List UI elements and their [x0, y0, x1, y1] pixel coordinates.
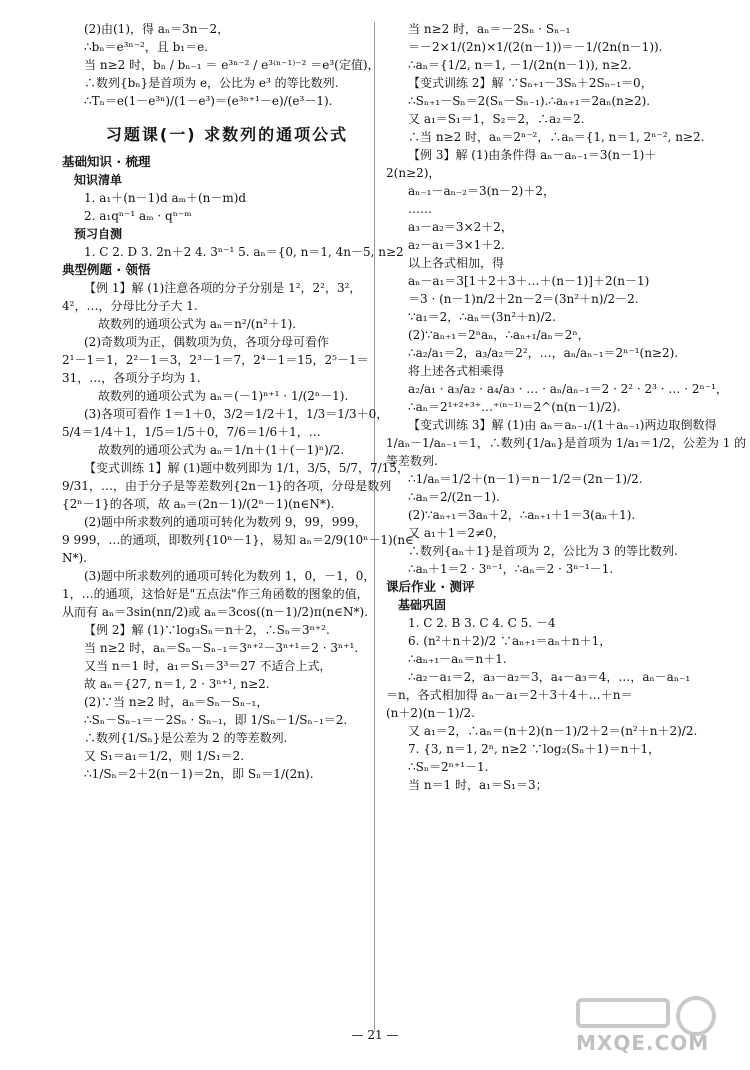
text-line: 从而有 aₙ＝3sin(nπ/2)或 aₙ＝3cos((n－1)/2)π(n∈N*). [62, 605, 369, 619]
text-line: 【变式训练 2】解 ∵Sₙ₊₁－3Sₙ＋2Sₙ₋₁＝0， [408, 76, 653, 90]
text-line: ∴数列{bₙ}是首项为 e，公比为 e³ 的等比数列. [84, 76, 339, 90]
text-line: aₙ－a₁＝3[1＋2＋3＋…＋(n－1)]＋2(n－1) [408, 274, 650, 288]
text-line: 又当 n＝1 时，a₁＝S₁＝3³＝27 不适合上式， [84, 659, 332, 673]
text-line: 又 S₁＝a₁＝1/2，则 1/S₁＝2. [84, 749, 245, 763]
subsection-heading: 知识清单 [74, 173, 123, 187]
text-line: ∴aₙ₊₁－aₙ＝n＋1. [408, 652, 507, 666]
text-line: 【例 3】解 (1)由条件得 aₙ－aₙ₋₁＝3(n－1)＋ [408, 148, 657, 162]
page-number: — 21 — [351, 1028, 399, 1042]
text-line: a₂/a₁ · a₃/a₂ · a₄/a₃ · … · aₙ/aₙ₋₁＝2 · 2² · 2³ · … · 2ⁿ⁻¹， [408, 382, 728, 396]
text-line: 31，…，各项分子均为 1. [62, 371, 201, 385]
subsection-heading: 基础巩固 [398, 598, 447, 612]
text-line: ∴bₙ＝e³ⁿ⁻²，且 b₁＝e. [84, 40, 208, 54]
text-line: a₃－a₂＝3×2＋2， [408, 220, 513, 234]
text-line: (2)∵当 n≥2 时，aₙ＝Sₙ－Sₙ₋₁， [84, 695, 269, 709]
text-line: ∴aₙ＋1＝2 · 3ⁿ⁻¹，∴aₙ＝2 · 3ⁿ⁻¹－1. [408, 562, 614, 576]
text-line: 将上述各式相乘得 [408, 364, 505, 378]
text-line: ∴aₙ＝2¹⁺²⁺³⁺…⁺⁽ⁿ⁻¹⁾＝2^(n(n－1)/2). [408, 400, 621, 414]
text-line: 1. C 2. D 3. 2n＋2 4. 3ⁿ⁻¹ 5. aₙ＝{0, n＝1, 4n－5, n≥2 [84, 245, 404, 259]
text-line: (2)奇数项为正，偶数项为负，各项分母可看作 [84, 335, 329, 349]
text-line: 1，…的通项，这恰好是"五点法"作三角函数的图象的值， [62, 587, 369, 601]
text-line: ∵a₁＝2，∴aₙ＝(3n²＋n)/2. [408, 310, 556, 324]
watermark-logo [568, 994, 728, 1060]
text-line: ∴Sₙ₊₁－Sₙ＝2(Sₙ－Sₙ₋₁).∴aₙ₊₁＝2aₙ(n≥2). [408, 94, 651, 108]
text-line: ∴Sₙ－Sₙ₋₁＝－2Sₙ · Sₙ₋₁，即 1/Sₙ－1/Sₙ₋₁＝2. [84, 713, 348, 727]
text-line: 【例 2】解 (1)∵log₃Sₙ＝n＋2，∴Sₙ＝3ⁿ⁺². [84, 623, 330, 637]
text-line: 故数列的通项公式为 aₙ＝n²/(n²＋1). [98, 317, 297, 331]
text-line: 故数列的通项公式为 aₙ＝(－1)ⁿ⁺¹ · 1/(2ⁿ－1). [98, 389, 349, 403]
text-line: 又 a₁＝2，∴aₙ＝(n＋2)(n－1)/2＋2＝(n²＋n＋2)/2. [408, 724, 698, 738]
text-line: 又 a₁＝S₁＝1，S₂＝2，∴a₂＝2. [408, 112, 585, 126]
text-line: N*). [62, 551, 87, 565]
text-line: 1. C 2. B 3. C 4. C 5. －4 [408, 616, 556, 630]
text-line: 6. (n²＋n＋2)/2 ∵aₙ₊₁＝aₙ＋n＋1， [408, 634, 612, 648]
text-line: 【变式训练 3】解 (1)由 aₙ＝aₙ₋₁/(1＋aₙ₋₁)两边取倒数得 [408, 418, 717, 432]
text-line: 2(n≥2)， [386, 166, 441, 180]
text-line: 5/4＝1/4＋1，1/5＝1/5＋0，7/6＝1/6＋1，… [62, 425, 321, 439]
text-line: 2¹－1＝1，2²－1＝3，2³－1＝7，2⁴－1＝15，2⁵－1＝ [62, 353, 369, 367]
text-line: (2)题中所求数列的通项可转化为数列 9，99，999， [84, 515, 367, 529]
text-line: ∴当 n≥2 时，aₙ＝2ⁿ⁻²，∴aₙ＝{1, n＝1, 2ⁿ⁻², n≥2. [408, 130, 705, 144]
text-line: ∴1/Sₙ＝2＋2(n－1)＝2n，即 Sₙ＝1/(2n). [84, 767, 314, 781]
text-line: 9/31，…，由于分子是等差数列{2n－1}的各项，分母是数列 [62, 479, 392, 493]
left-intro-block [62, 20, 392, 110]
text-line: 又 a₁＋1＝2≠0， [408, 526, 505, 540]
text-line: (3)题中所求数列的通项可转化为数列 1，0，－1，0， [84, 569, 376, 583]
text-line: 故数列的通项公式为 aₙ＝1/n＋(1＋(－1)ⁿ)/2. [98, 443, 345, 457]
svg-text:MXQE.COM: MXQE.COM [576, 1031, 710, 1054]
text-line: 9 999，…的通项，即数列{10ⁿ－1}，易知 aₙ＝2/9(10ⁿ－1)(n∈ [62, 533, 414, 547]
text-line: 故 aₙ＝{27, n＝1, 2 · 3ⁿ⁺¹, n≥2. [84, 677, 270, 691]
text-line: {2ⁿ－1}的各项，故 aₙ＝(2n－1)/(2ⁿ－1)(n∈N*). [62, 497, 335, 511]
text-line: 【变式训练 1】解 (1)题中数列即为 1/1，3/5，5/7，7/15， [84, 461, 409, 475]
text-line: 以上各式相加，得 [408, 256, 505, 270]
text-line: (2)由(1)，得 aₙ＝3n－2， [84, 22, 230, 36]
text-line: ∴1/aₙ＝1/2＋(n－1)＝n－1/2＝(2n－1)/2. [408, 472, 643, 486]
text-line: aₙ₋₁－aₙ₋₂＝3(n－2)＋2， [408, 184, 555, 198]
text-line: (2)∵aₙ₊₁＝2ⁿaₙ，∴aₙ₊₁/aₙ＝2ⁿ， [408, 328, 590, 342]
text-line: 7. {3, n＝1, 2ⁿ, n≥2 ∵log₂(Sₙ＋1)＝n＋1， [408, 742, 661, 756]
text-line: ∴aₙ＝2/(2n－1). [408, 490, 500, 504]
text-line: 当 n≥2 时，aₙ＝Sₙ－Sₙ₋₁＝3ⁿ⁺²－3ⁿ⁺¹＝2 · 3ⁿ⁺¹. [84, 641, 359, 655]
text-line: 4²，…，分母比分子大 1. [62, 299, 198, 313]
text-line: ＝－2×1/(2n)×1/(2(n－1))＝－1/(2n(n－1)). [408, 40, 663, 54]
section-heading: 基础知识 · 梳理 [62, 154, 151, 169]
text-line: 1. a₁＋(n－1)d aₘ＋(n－m)d [84, 191, 247, 205]
text-line: (2)∵aₙ₊₁＝3aₙ＋2，∴aₙ₊₁＋1＝3(aₙ＋1). [408, 508, 636, 522]
text-line: 2. a₁qⁿ⁻¹ aₘ · qⁿ⁻ᵐ [84, 209, 192, 223]
subsection-heading: 预习自测 [74, 227, 123, 241]
section-heading: 课后作业 · 测评 [386, 579, 475, 594]
text-line: 等差数列. [386, 454, 438, 468]
text-line: ＝3 · (n－1)n/2＋2n－2＝(3n²＋n)/2－2. [408, 292, 639, 306]
text-line: 当 n≥2 时，aₙ＝－2Sₙ · Sₙ₋₁ [408, 22, 571, 36]
text-line: (3)各项可看作 1＝1＋0，3/2＝1/2＋1，1/3＝1/3＋0， [84, 407, 389, 421]
text-line: 1/aₙ－1/aₙ₋₁＝1，∴数列{1/aₙ}是首项为 1/a₁＝1/2，公差为 1 的 [386, 436, 747, 450]
right-column [386, 20, 747, 794]
text-line: ∴数列{aₙ＋1}是首项为 2，公比为 3 的等比数列. [408, 544, 678, 558]
text-line: a₂－a₁＝3×1＋2. [408, 238, 505, 252]
right-main-block [386, 20, 747, 794]
text-line: ＝n，各式相加得 aₙ－a₁＝2＋3＋4＋…＋n＝ [386, 688, 633, 702]
left-main-block [62, 153, 414, 783]
text-line: 当 n＝1 时，a₁＝S₁＝3； [408, 778, 548, 792]
text-line: 【例 1】解 (1)注意各项的分子分别是 1²，2²，3²， [84, 281, 362, 295]
section-heading: 典型例题 · 领悟 [62, 262, 151, 277]
text-line: 当 n≥2 时，bₙ / bₙ₋₁ ＝ e³ⁿ⁻² / e³⁽ⁿ⁻¹⁾⁻² ＝e³(定值)， [84, 58, 380, 72]
section-title: 习题课(一) 求数列的通项公式 [105, 125, 349, 144]
text-line: ∴a₂－a₁＝2，a₃－a₂＝3，a₄－a₃＝4，…，aₙ－aₙ₋₁ [408, 670, 691, 684]
text-line: ∴数列{1/Sₙ}是公差为 2 的等差数列. [84, 731, 288, 745]
text-line: ∴a₂/a₁＝2，a₃/a₂＝2²，…，aₙ/aₙ₋₁＝2ⁿ⁻¹(n≥2). [408, 346, 679, 360]
text-line: ∴Tₙ＝e(1－e³ⁿ)/(1－e³)＝(e³ⁿ⁺¹－e)/(e³－1). [84, 94, 333, 108]
text-line: ∴aₙ＝{1/2, n＝1, －1/(2n(n－1)), n≥2. [408, 58, 632, 72]
text-line: …… [408, 202, 432, 216]
left-column [62, 20, 414, 783]
text-line: ∴Sₙ＝2ⁿ⁺¹－1. [408, 760, 489, 774]
text-line: (n＋2)(n－1)/2. [386, 706, 475, 720]
